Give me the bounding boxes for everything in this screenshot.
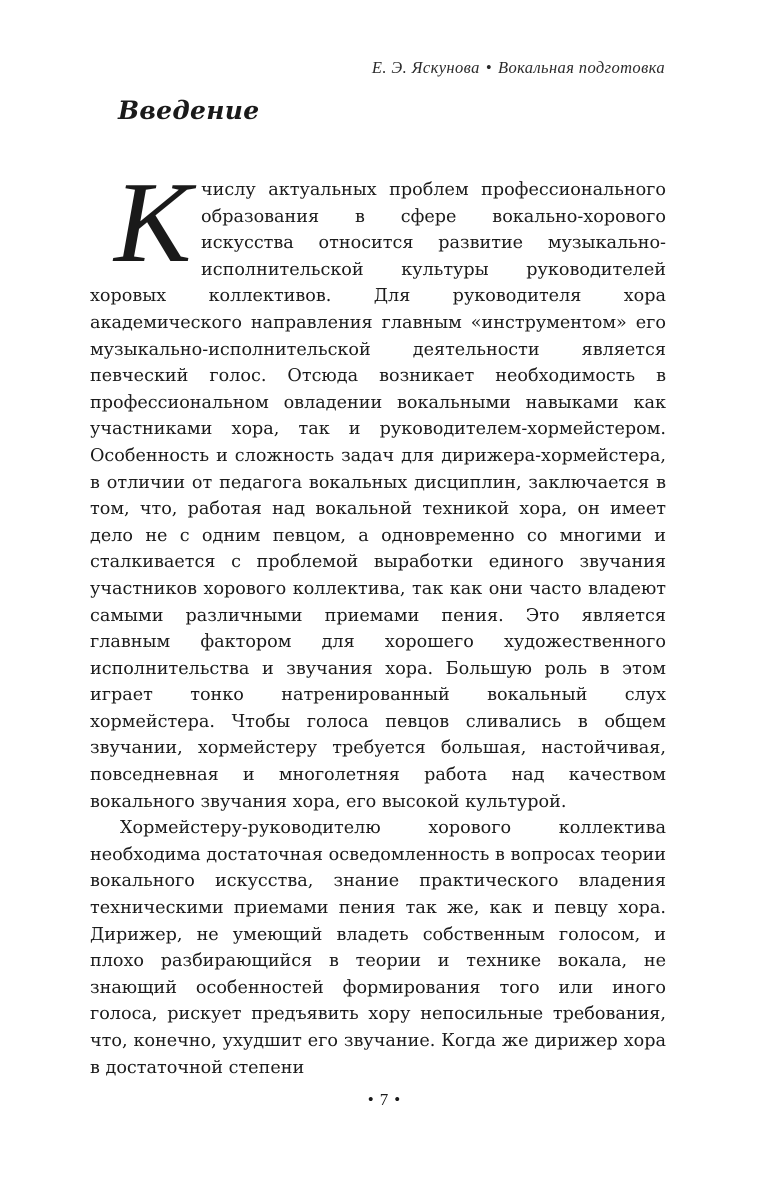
paragraph-1-text: числу актуальных проблем профессионального образования в сфере вокально-хорового искусства относится развитие музыкально-исполнительской культуры руководителей хоровых коллективов. Для руководителя хора академического направления главным «инструментом» его музыкально-исполнительской деятельности является певческий голос. Отсюда возникает необходимость в профессиональном овладении вокальными навыками как участниками хора, так и руководителем-хормейстером. Особенность и сложность задач для дирижера-хормейстера, в отличии от педагога вокальных дисциплин, заключается в том, что, работая над вокальной техникой хора, он имеет дело не с одним певцом, а одновременно со многими и сталкивается с проблемой выработки единого звучания участников хорового коллектива, так как они часто владеют самыми различными приемами пения. Это является главным фактором для хорошего художественного исполнительства и звучания хора. Большую роль в этом играет тонко натренированный вокальный слух хормейстера. Чтобы голоса певцов сливались в общем звучании, хормейстеру требуется большая, настойчивая, повседневная и многолетняя работа над качеством вокального звучания хора, его высокой культурой. — [90, 180, 666, 812]
header-separator: • — [485, 58, 492, 77]
header-author: Е. Э. Яскунова — [371, 58, 480, 77]
chapter-title: Введение — [118, 96, 260, 125]
page-number: 7 — [379, 1090, 389, 1109]
paragraph-2: Хормейстеру-руководителю хорового коллектива необходима достаточная осведомленность в вопросах теории вокального искусства, знание практического владения техническими приемами пения так же, как и певцу хора. Дирижер, не умеющий владеть собственным голосом, и плохо разбирающийся в теории и технике вокала, не знающий особенностей формирования того или иного голоса, рискует предъявить хору непосильные требования, что, конечно, ухудшит его звучание. Когда же дирижер хора в достаточной степени — [90, 818, 666, 1078]
drop-cap: К — [114, 159, 192, 287]
paragraph-1 — [90, 159, 666, 815]
page-number-dot-right: • — [394, 1090, 401, 1109]
page-footer — [0, 1090, 768, 1110]
page-number-dot-left: • — [367, 1090, 374, 1109]
header-book-title: Вокальная подготовка — [497, 58, 665, 77]
running-header — [90, 58, 665, 78]
body-text — [90, 159, 666, 1081]
